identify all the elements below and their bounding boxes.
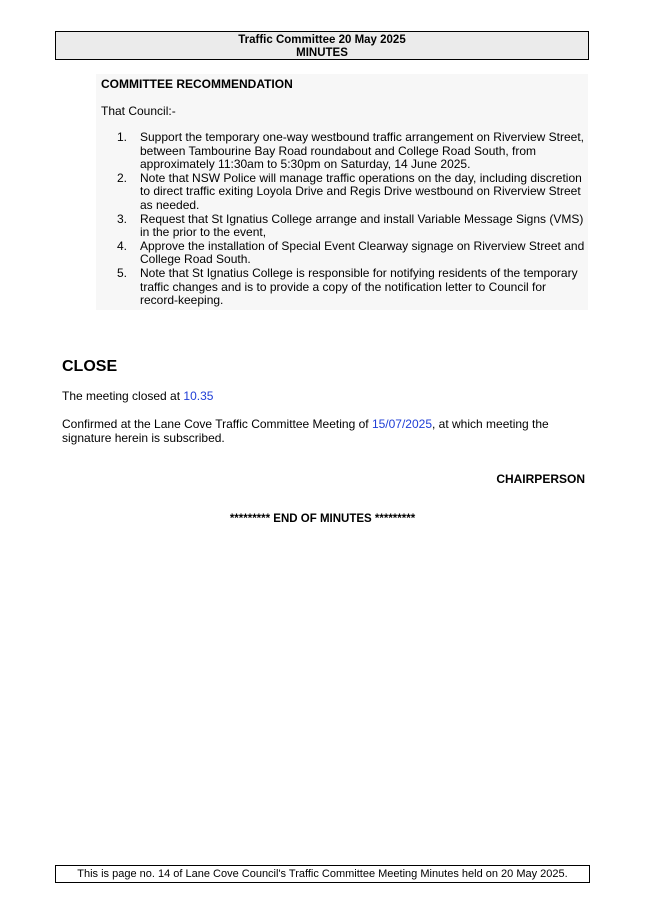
- page-header: [55, 31, 589, 60]
- list-item-text: Request that St Ignatius College arrange and install Variable Message Signs (VMS) in the prior to the event,: [140, 211, 584, 240]
- chairperson-label: CHAIRPERSON: [496, 472, 585, 486]
- header-subtitle: MINUTES: [296, 47, 348, 59]
- list-item: [117, 131, 587, 172]
- confirmation-text: [62, 417, 572, 445]
- confirmation-prefix: Confirmed at the Lane Cove Traffic Committee Meeting of: [62, 417, 372, 431]
- list-item-text: Note that NSW Police will manage traffic operations on the day, including discretion to direct traffic exiting Loyola Drive and Regis Drive westbound on Riverview Street as needed.: [140, 170, 582, 212]
- recommendation-title: COMMITTEE RECOMMENDATION: [101, 77, 293, 91]
- meeting-closed-label: The meeting closed at: [62, 389, 184, 403]
- list-item-text: Approve the installation of Special Event Clearway signage on Riverview Street and College Road South.: [140, 238, 585, 267]
- confirmation-date: 15/07/2025: [371, 417, 432, 431]
- list-item-number: 2.: [117, 170, 128, 185]
- list-item-number: 4.: [117, 238, 128, 253]
- meeting-closed-time: 10.35: [183, 389, 214, 403]
- header-title: Traffic Committee 20 May 2025: [238, 34, 406, 46]
- page-footer: This is page no. 14 of Lane Cove Council's Traffic Committee Meeting Minutes held on 20 May 2025.: [55, 865, 590, 883]
- meeting-closed-line: [62, 389, 213, 403]
- list-item-number: 1.: [117, 130, 128, 144]
- list-item-text: Note that St Ignatius College is responsible for notifying residents of the temporary traffic changes and is to provide a copy of the notification letter to Council for record-keeping.: [140, 265, 578, 308]
- list-item-number: 3.: [117, 211, 128, 226]
- end-of-minutes: ********* END OF MINUTES *********: [229, 513, 416, 525]
- recommendation-intro: That Council:-: [101, 104, 176, 118]
- list-item-number: 5.: [117, 265, 128, 280]
- list-item: [117, 267, 587, 308]
- list-item: [117, 240, 587, 267]
- list-item: [117, 213, 587, 240]
- recommendation-list: [117, 131, 587, 308]
- confirmation-suffix: , at which meeting the signature herein is subscribed.: [62, 417, 549, 445]
- list-item: [117, 172, 587, 213]
- close-heading: CLOSE: [62, 358, 118, 375]
- list-item-text: Support the temporary one-way westbound traffic arrangement on Riverview Street, between Tambourine Bay Road roundabout and College Road South, from approximately 11:30am to 5:30pm on Saturday, 14 June 2025.: [140, 130, 584, 172]
